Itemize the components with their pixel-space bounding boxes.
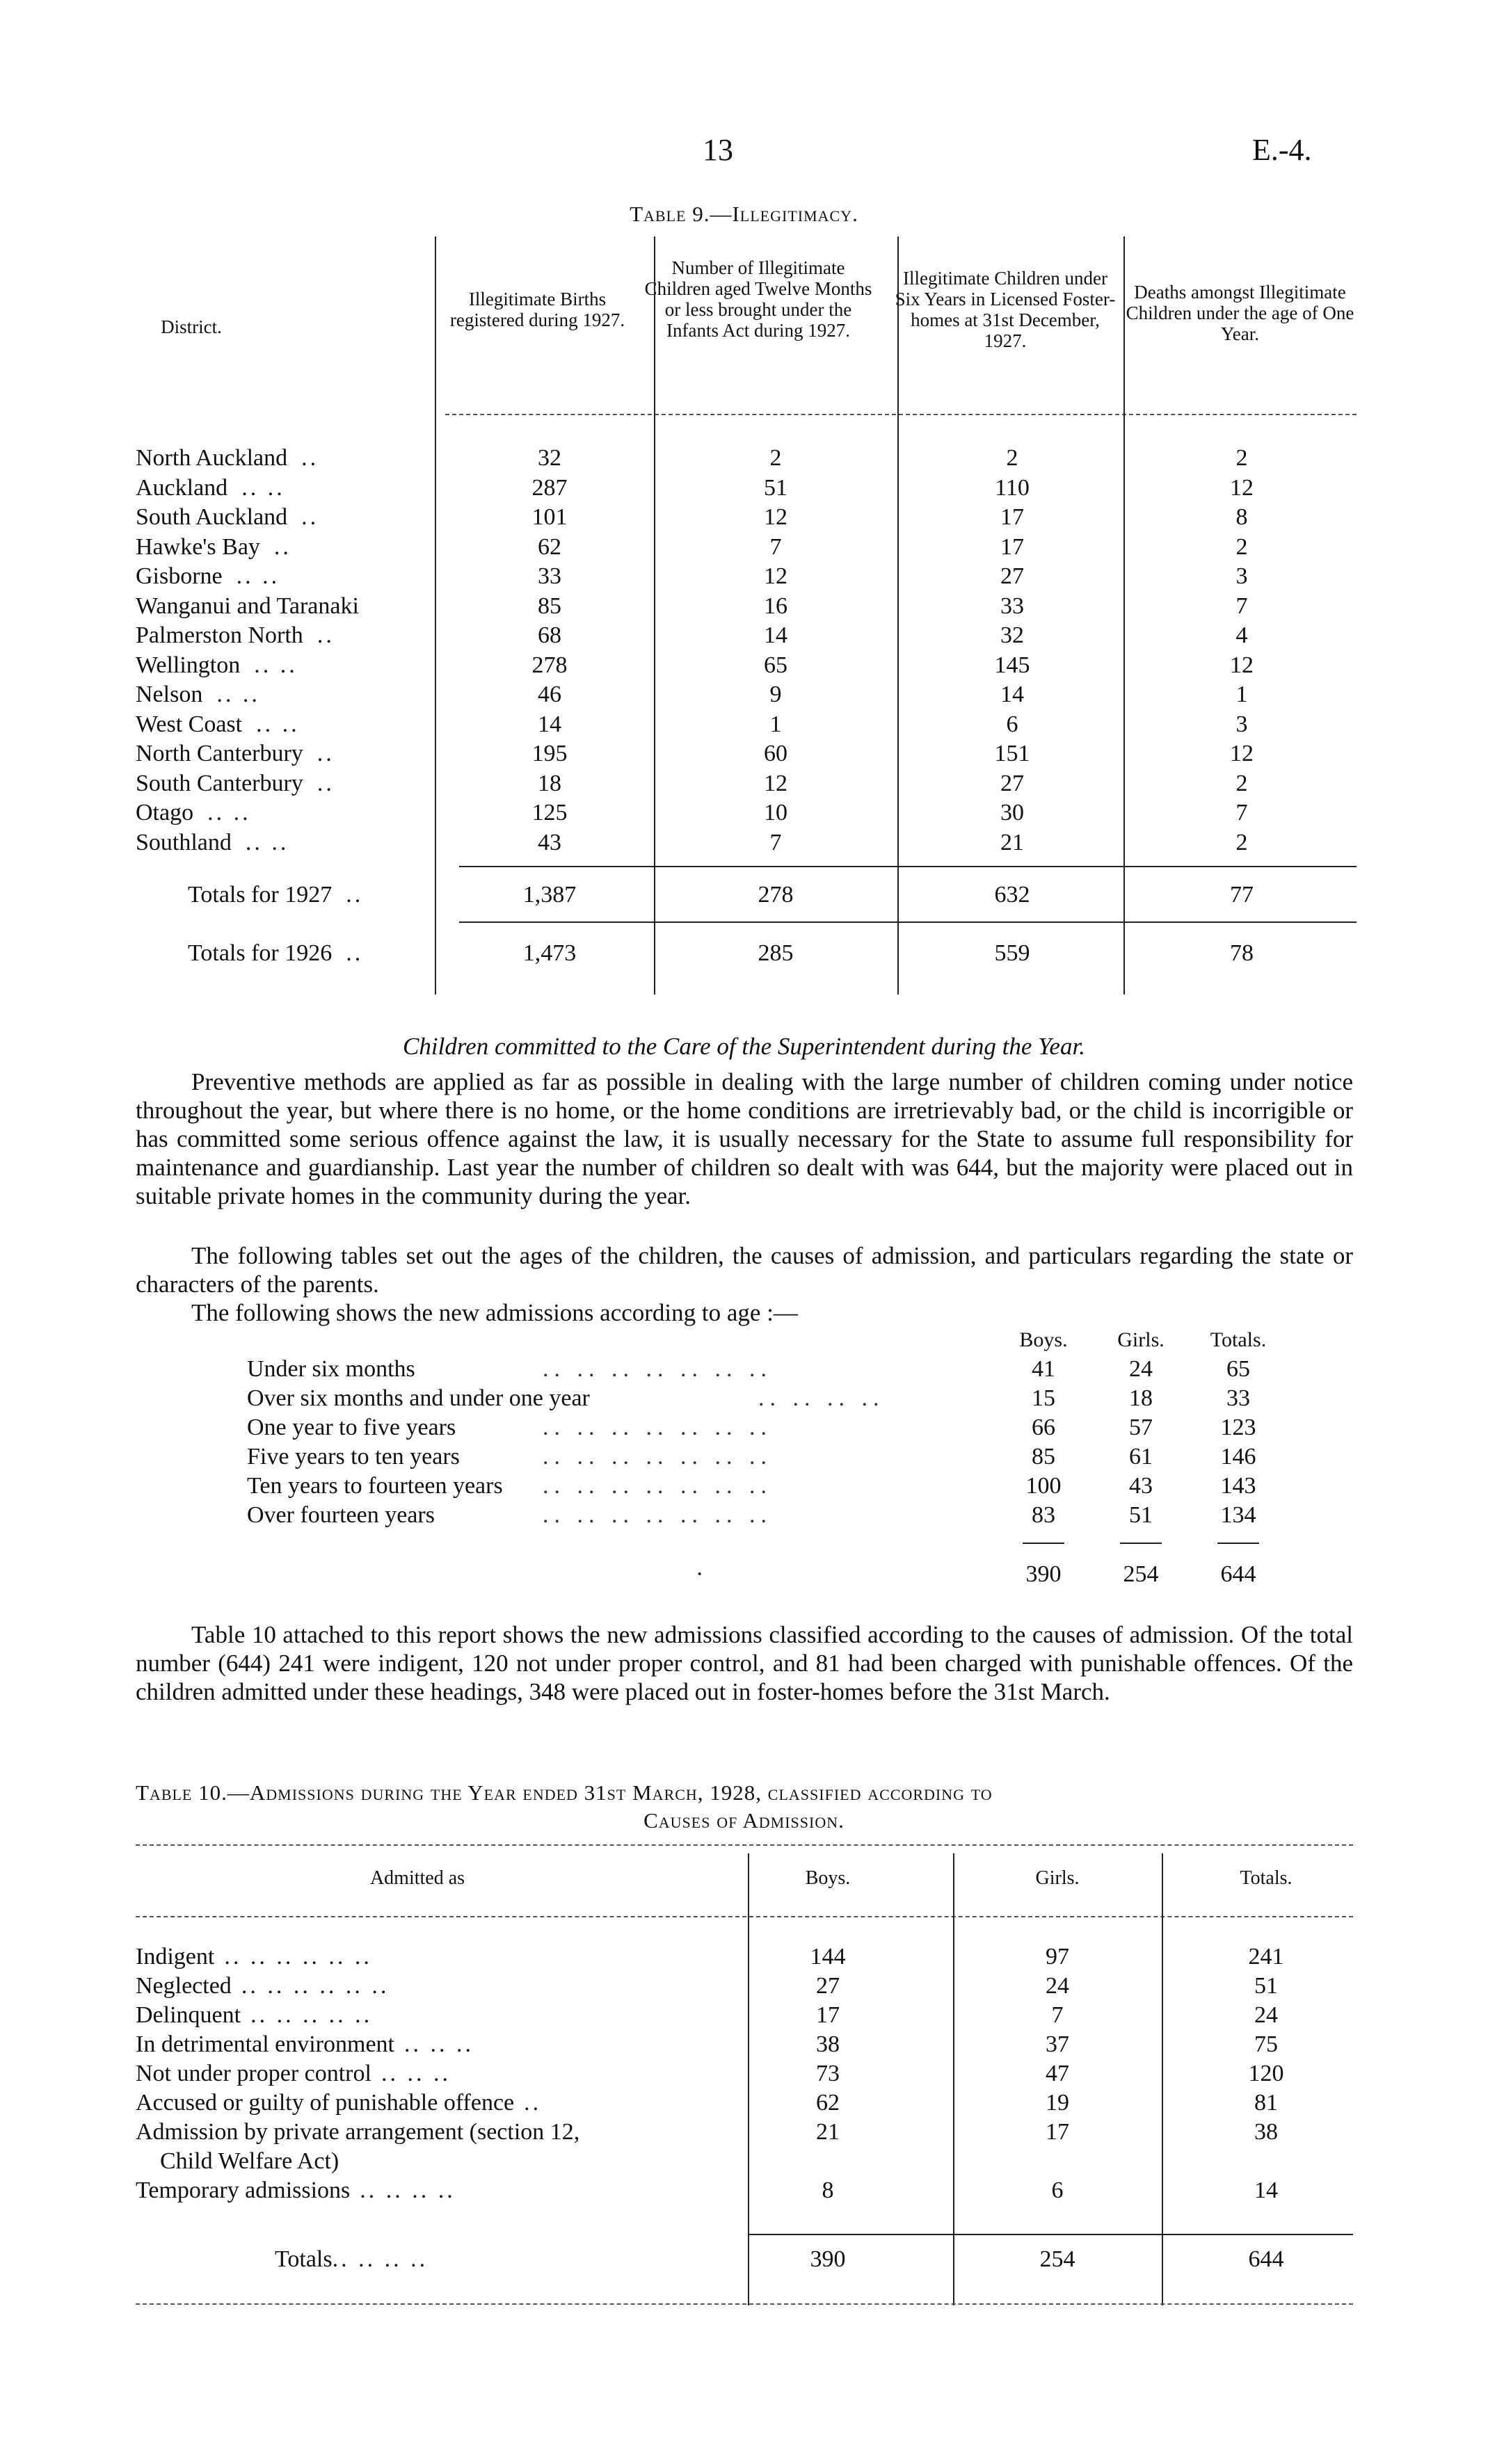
table9-cell-deaths: 7 — [1235, 593, 1248, 619]
table9-cell-foster: 2 — [1006, 445, 1018, 471]
table10-total-label — [275, 2246, 428, 2273]
table9-cell-foster: 17 — [1000, 533, 1024, 560]
leader-dots: .. .. .. — [381, 2061, 451, 2086]
total-label-text: Totals for 1926 — [188, 940, 333, 966]
age-cell-boys: 66 — [1032, 1415, 1055, 1440]
section-title: Children committed to the Care of the Superintendent during the Year. — [403, 1033, 1085, 1060]
table9-row-district — [136, 445, 442, 472]
table9-cell-births: 125 — [531, 800, 568, 826]
paragraph-text: The following tables set out the ages of the children, the causes of admission, and particulars regarding the state or characters of the parents. — [136, 1242, 1353, 1298]
table9-cell-births: 43 — [538, 829, 561, 855]
table9-totals-rule — [459, 921, 1357, 923]
leader-dots: .. .. .. .. — [360, 2177, 456, 2203]
table9-row-district — [136, 741, 442, 767]
district-name: Wanganui and Taranaki — [136, 593, 359, 619]
table9-cell-foster: 145 — [994, 652, 1030, 678]
age-sum-rule — [1023, 1543, 1064, 1544]
table10-cell-totals: 120 — [1248, 2061, 1284, 2086]
leader-dots: .. .. .. .. — [758, 1385, 885, 1411]
table10-bottom-rule — [136, 2303, 1353, 2305]
age-cell-boys: 85 — [1032, 1444, 1055, 1469]
paragraph-ages-intro — [136, 1298, 1353, 1327]
paragraph-preventive — [136, 1068, 1353, 1210]
leader-dots: .. — [301, 504, 319, 530]
table9-row-district — [136, 830, 442, 856]
table10-cell-girls: 6 — [1051, 2177, 1064, 2203]
district-name: North Auckland — [136, 445, 288, 471]
table10-col-divider — [748, 1853, 749, 2305]
table9-cell-births: 68 — [538, 622, 561, 648]
table9-total-deaths: 77 — [1230, 882, 1254, 908]
table10-row-label — [136, 2119, 589, 2145]
age-total-totals: 644 — [1220, 1561, 1256, 1587]
table9-header-births: Illegitimate Births registered during 1927. — [449, 289, 625, 330]
age-cell-totals: 33 — [1226, 1385, 1250, 1411]
age-header-totals: Totals. — [1210, 1328, 1267, 1351]
table9-cell-deaths: 2 — [1235, 829, 1248, 855]
table10-cell-totals: 24 — [1254, 2002, 1278, 2028]
district-name: Southland — [136, 829, 232, 855]
table9-row-district — [136, 534, 442, 561]
table10-cell-girls: 24 — [1046, 1973, 1069, 1999]
leader-dots: .. .. — [216, 682, 260, 707]
total-label-text: Totals for 1927 — [188, 882, 333, 908]
table9-cell-infants: 7 — [769, 829, 782, 855]
age-cell-totals: 123 — [1220, 1415, 1256, 1440]
table9-row-district — [136, 771, 442, 797]
table10-cell-girls: 37 — [1046, 2031, 1069, 2057]
row-label-text: Temporary admissions — [136, 2177, 351, 2203]
table9-cell-deaths: 2 — [1235, 533, 1248, 560]
table9-cell-infants: 51 — [764, 474, 787, 501]
table9-cell-foster: 27 — [1000, 770, 1024, 796]
table10-header-boys: Boys. — [805, 1867, 851, 1889]
age-row-label: One year to five years — [247, 1415, 456, 1440]
age-row-label: Five years to ten years — [247, 1444, 460, 1469]
leader-dots: .. — [346, 882, 364, 908]
table9-cell-births: 32 — [538, 445, 561, 471]
age-total-girls: 254 — [1123, 1561, 1159, 1587]
table10-top-rule — [136, 1844, 1353, 1846]
row-label-text: Admission by private arrangement (section 12, — [136, 2119, 580, 2145]
document-code: E.-4. — [1252, 133, 1312, 167]
district-name: West Coast — [136, 711, 243, 737]
table9-cell-foster: 6 — [1006, 711, 1018, 737]
table9-cell-foster: 17 — [1000, 504, 1024, 530]
table9-cell-births: 33 — [538, 563, 561, 589]
leader-dots: .. — [317, 741, 335, 766]
table10-header-admitted: Admitted as — [369, 1867, 465, 1889]
table9-total-births: 1,473 — [522, 940, 577, 966]
paragraph-table10-intro — [136, 1620, 1353, 1706]
leader-dots: .. .. .. .. .. .. — [224, 1944, 372, 1970]
age-cell-girls: 24 — [1129, 1356, 1153, 1382]
leader-dots: .. .. .. .. .. .. .. — [543, 1502, 772, 1528]
table9-cell-deaths: 12 — [1230, 652, 1254, 678]
table10-cell-boys: 73 — [816, 2061, 840, 2086]
row-label-text: Not under proper control — [136, 2061, 371, 2086]
bullet-mark: · — [696, 1561, 704, 1587]
age-cell-girls: 51 — [1129, 1502, 1153, 1528]
table9-row-district — [136, 682, 442, 708]
table10-row-label-cont: Child Welfare Act) — [160, 2148, 339, 2174]
table9-cell-foster: 30 — [1000, 800, 1024, 826]
table10-header-girls: Girls. — [1035, 1867, 1080, 1889]
table9-cell-infants: 16 — [764, 593, 787, 619]
table10-row-label — [136, 1973, 389, 1999]
page-number: 13 — [703, 133, 733, 167]
table9-cell-births: 18 — [538, 770, 561, 796]
table9-cell-deaths: 3 — [1235, 563, 1248, 589]
table9-cell-births: 46 — [538, 682, 561, 707]
paragraph-text: Table 10 attached to this report shows the new admissions classified according to the causes of admission. Of the total number (644) 241 were indigent, 120 not under proper control, and 81 had been charged with punishable offences. Of the children admitted under these headings, 348 were placed out in foster-homes before the 31st March. — [136, 1621, 1353, 1705]
table10-cell-boys: 38 — [816, 2031, 840, 2057]
age-row-label: Ten years to fourteen years — [247, 1473, 503, 1499]
table9-cell-infants: 14 — [764, 622, 787, 648]
row-label-text: Indigent — [136, 1944, 215, 1970]
leader-dots: .. .. .. .. — [332, 2246, 429, 2272]
table9-row-district — [136, 504, 442, 531]
leader-dots: .. .. .. .. .. .. .. — [543, 1473, 772, 1499]
table10-total-boys: 390 — [810, 2246, 846, 2272]
age-cell-totals: 146 — [1220, 1444, 1256, 1469]
table9-cell-births: 101 — [531, 504, 568, 530]
leader-dots: .. — [346, 940, 364, 966]
table10-row-label — [136, 1944, 372, 1970]
table9-row-district — [136, 652, 442, 679]
age-cell-totals: 65 — [1226, 1356, 1250, 1382]
table9-cell-foster: 14 — [1000, 682, 1024, 707]
table9-header-deaths: Deaths amongst Illegitimate Children under the age of One Year. — [1126, 282, 1354, 344]
table9-header-rule — [445, 414, 1357, 415]
leader-dots: .. .. .. .. .. .. .. — [543, 1356, 772, 1382]
table10-cell-totals: 14 — [1254, 2177, 1278, 2203]
table9-total-foster: 632 — [994, 882, 1030, 908]
table9-row-district — [136, 711, 442, 738]
table10-cell-totals: 75 — [1254, 2031, 1278, 2057]
row-label-text: Accused or guilty of punishable offence — [136, 2090, 515, 2116]
district-name: Nelson — [136, 682, 203, 707]
table9-cell-deaths: 3 — [1235, 711, 1248, 737]
table10-totals-rule — [748, 2234, 1353, 2235]
table10-cell-totals: 51 — [1254, 1973, 1278, 1999]
table10-header-rule — [136, 1916, 1353, 1917]
table9-cell-foster: 151 — [994, 741, 1030, 766]
table10-cell-boys: 144 — [810, 1944, 846, 1970]
table10-caption-line1: Table 10.—Admissions during the Year ended 31st March, 1928, classified according to — [136, 1780, 993, 1805]
age-cell-boys: 41 — [1032, 1356, 1055, 1382]
district-name: Gisborne — [136, 563, 223, 589]
age-cell-totals: 134 — [1220, 1502, 1256, 1528]
district-name: South Canterbury — [136, 770, 303, 796]
table9-cell-infants: 12 — [764, 504, 787, 530]
table9-total-label — [188, 940, 494, 967]
row-label-text: In detrimental environment — [136, 2031, 394, 2057]
district-name: Hawke's Bay — [136, 533, 260, 560]
table9-total-infants: 285 — [758, 940, 794, 966]
table9-cell-infants: 7 — [769, 533, 782, 560]
table9-total-deaths: 78 — [1230, 940, 1254, 966]
table9-cell-deaths: 1 — [1235, 682, 1248, 707]
table10-cell-boys: 62 — [816, 2090, 840, 2116]
table9-cell-births: 287 — [531, 474, 568, 501]
age-row-label: Under six months — [247, 1356, 415, 1382]
age-cell-totals: 143 — [1220, 1473, 1256, 1499]
table9-caption: Table 9.—Illegitimacy. — [630, 202, 858, 226]
table9-total-infants: 278 — [758, 882, 794, 908]
table9-cell-births: 62 — [538, 533, 561, 560]
total-label-text: Totals — [275, 2246, 333, 2272]
leader-dots: .. .. — [245, 829, 289, 855]
table10-header-totals: Totals. — [1240, 1867, 1293, 1889]
district-name: South Auckland — [136, 504, 288, 530]
table10-cell-girls: 97 — [1046, 1944, 1069, 1970]
table9-header-district: District. — [161, 316, 222, 337]
leader-dots: .. .. — [256, 711, 300, 737]
table9-totals-rule — [459, 866, 1357, 867]
table9-cell-deaths: 12 — [1230, 741, 1254, 766]
leader-dots: .. — [317, 770, 335, 796]
paragraph-text: Preventive methods are applied as far as possible in dealing with the large number of children coming under notice throughout the year, but where there is no home, or the home conditions are irretrievably bad, or the child is incorrigible or has committed some serious offence against the law, it is usually necessary for the State to assume full responsibility for maintenance and guardianship. Last year the number of children so dealt with was 644, but the majority were placed out in suitable private homes in the community during the year. — [136, 1068, 1353, 1209]
table9-cell-infants: 10 — [764, 800, 787, 826]
table9-header-infants: Number of Illegitimate Children aged Twelve Months or less brought under the Infants Act during 1927. — [644, 257, 872, 341]
table9-row-district — [136, 622, 442, 649]
age-row-label: Over fourteen years — [247, 1502, 435, 1528]
table9-cell-infants: 60 — [764, 741, 787, 766]
table10-cell-girls: 7 — [1051, 2002, 1064, 2028]
table9-total-births: 1,387 — [522, 882, 577, 908]
table9-cell-infants: 65 — [764, 652, 787, 678]
age-header-girls: Girls. — [1117, 1328, 1165, 1351]
table9-cell-deaths: 7 — [1235, 800, 1248, 826]
age-row-label: Over six months and under one year — [247, 1385, 590, 1411]
district-name: North Canterbury — [136, 741, 303, 766]
table9-col-divider — [897, 236, 899, 995]
table10-total-totals: 644 — [1248, 2246, 1284, 2272]
table10-col-divider — [1162, 1853, 1163, 2305]
leader-dots: .. .. .. .. .. .. .. — [543, 1444, 772, 1469]
district-name: Auckland — [136, 474, 228, 501]
age-sum-rule — [1120, 1543, 1162, 1544]
table9-cell-infants: 1 — [769, 711, 782, 737]
row-label-text: Delinquent — [136, 2002, 241, 2028]
table10-row-label — [136, 2177, 456, 2204]
leader-dots: .. .. — [254, 652, 298, 678]
table10-row-label — [136, 2061, 451, 2087]
table9-cell-infants: 9 — [769, 682, 782, 707]
table9-cell-foster: 21 — [1000, 829, 1024, 855]
table9-row-district — [136, 563, 442, 590]
table9-cell-deaths: 12 — [1230, 474, 1254, 501]
age-sum-rule — [1217, 1543, 1259, 1544]
table10-cell-totals: 38 — [1254, 2119, 1278, 2145]
age-cell-boys: 100 — [1025, 1473, 1062, 1499]
paragraph-text: The following shows the new admissions according to age :— — [191, 1299, 798, 1326]
district-name: Otago — [136, 800, 194, 826]
table10-row-label — [136, 2031, 474, 2058]
table9-cell-births: 278 — [531, 652, 568, 678]
table9-cell-births: 195 — [531, 741, 568, 766]
leader-dots: .. — [273, 533, 291, 560]
table10-cell-boys: 8 — [822, 2177, 834, 2203]
table9-col-divider — [1123, 236, 1125, 995]
table9-header-foster: Illegitimate Children under Six Years in Licensed Foster-homes at 31st December, 1927. — [895, 268, 1116, 351]
age-cell-girls: 57 — [1129, 1415, 1153, 1440]
age-cell-boys: 83 — [1032, 1502, 1055, 1528]
table9-cell-deaths: 2 — [1235, 770, 1248, 796]
table10-cell-totals: 81 — [1254, 2090, 1278, 2116]
table10-cell-totals: 241 — [1248, 1944, 1284, 1970]
leader-dots: .. — [524, 2090, 542, 2116]
leader-dots: .. .. — [241, 474, 285, 501]
table9-total-label — [188, 882, 494, 908]
leader-dots: .. .. .. .. .. .. — [241, 1973, 390, 1999]
table9-cell-infants: 2 — [769, 445, 782, 471]
table10-caption-line2: Causes of Admission. — [643, 1808, 845, 1833]
table9-cell-deaths: 2 — [1235, 445, 1248, 471]
table9-cell-deaths: 4 — [1235, 622, 1248, 648]
leader-dots: .. .. — [207, 800, 251, 826]
age-total-boys: 390 — [1025, 1561, 1062, 1587]
table9-total-foster: 559 — [994, 940, 1030, 966]
table9-row-district — [136, 593, 442, 620]
table10-cell-boys: 17 — [816, 2002, 840, 2028]
district-name: Wellington — [136, 652, 241, 678]
leader-dots: .. .. .. .. .. .. .. — [543, 1415, 772, 1440]
leader-dots: .. .. — [236, 563, 280, 589]
table10-row-label — [136, 2090, 541, 2116]
table9-cell-infants: 12 — [764, 563, 787, 589]
table10-cell-girls: 19 — [1046, 2090, 1069, 2116]
age-cell-boys: 15 — [1032, 1385, 1055, 1411]
leader-dots: .. — [317, 622, 335, 648]
table10-total-girls: 254 — [1039, 2246, 1075, 2272]
table10-cell-boys: 27 — [816, 1973, 840, 1999]
table9-cell-births: 14 — [538, 711, 561, 737]
table10-row-label — [136, 2002, 372, 2029]
age-header-boys: Boys. — [1019, 1328, 1068, 1351]
table10-cell-girls: 47 — [1046, 2061, 1069, 2086]
table9-cell-foster: 110 — [995, 474, 1030, 501]
table9-col-divider — [654, 236, 655, 995]
paragraph-tables — [136, 1241, 1353, 1298]
table9-cell-deaths: 8 — [1235, 504, 1248, 530]
table9-cell-births: 85 — [538, 593, 561, 619]
age-cell-girls: 43 — [1129, 1473, 1153, 1499]
leader-dots: .. .. .. .. .. — [250, 2002, 373, 2028]
leader-dots: .. — [301, 445, 319, 471]
table10-col-divider — [953, 1853, 954, 2305]
table9-cell-foster: 33 — [1000, 593, 1024, 619]
row-label-text: Neglected — [136, 1973, 232, 1999]
district-name: Palmerston North — [136, 622, 303, 648]
table9-cell-foster: 32 — [1000, 622, 1024, 648]
leader-dots: .. .. .. — [404, 2031, 474, 2057]
table9-cell-foster: 27 — [1000, 563, 1024, 589]
table9-row-district — [136, 475, 442, 501]
table9-row-district — [136, 800, 442, 826]
table10-cell-girls: 17 — [1046, 2119, 1069, 2145]
age-cell-girls: 61 — [1129, 1444, 1153, 1469]
table10-cell-boys: 21 — [816, 2119, 840, 2145]
age-cell-girls: 18 — [1129, 1385, 1153, 1411]
table9-cell-infants: 12 — [764, 770, 787, 796]
